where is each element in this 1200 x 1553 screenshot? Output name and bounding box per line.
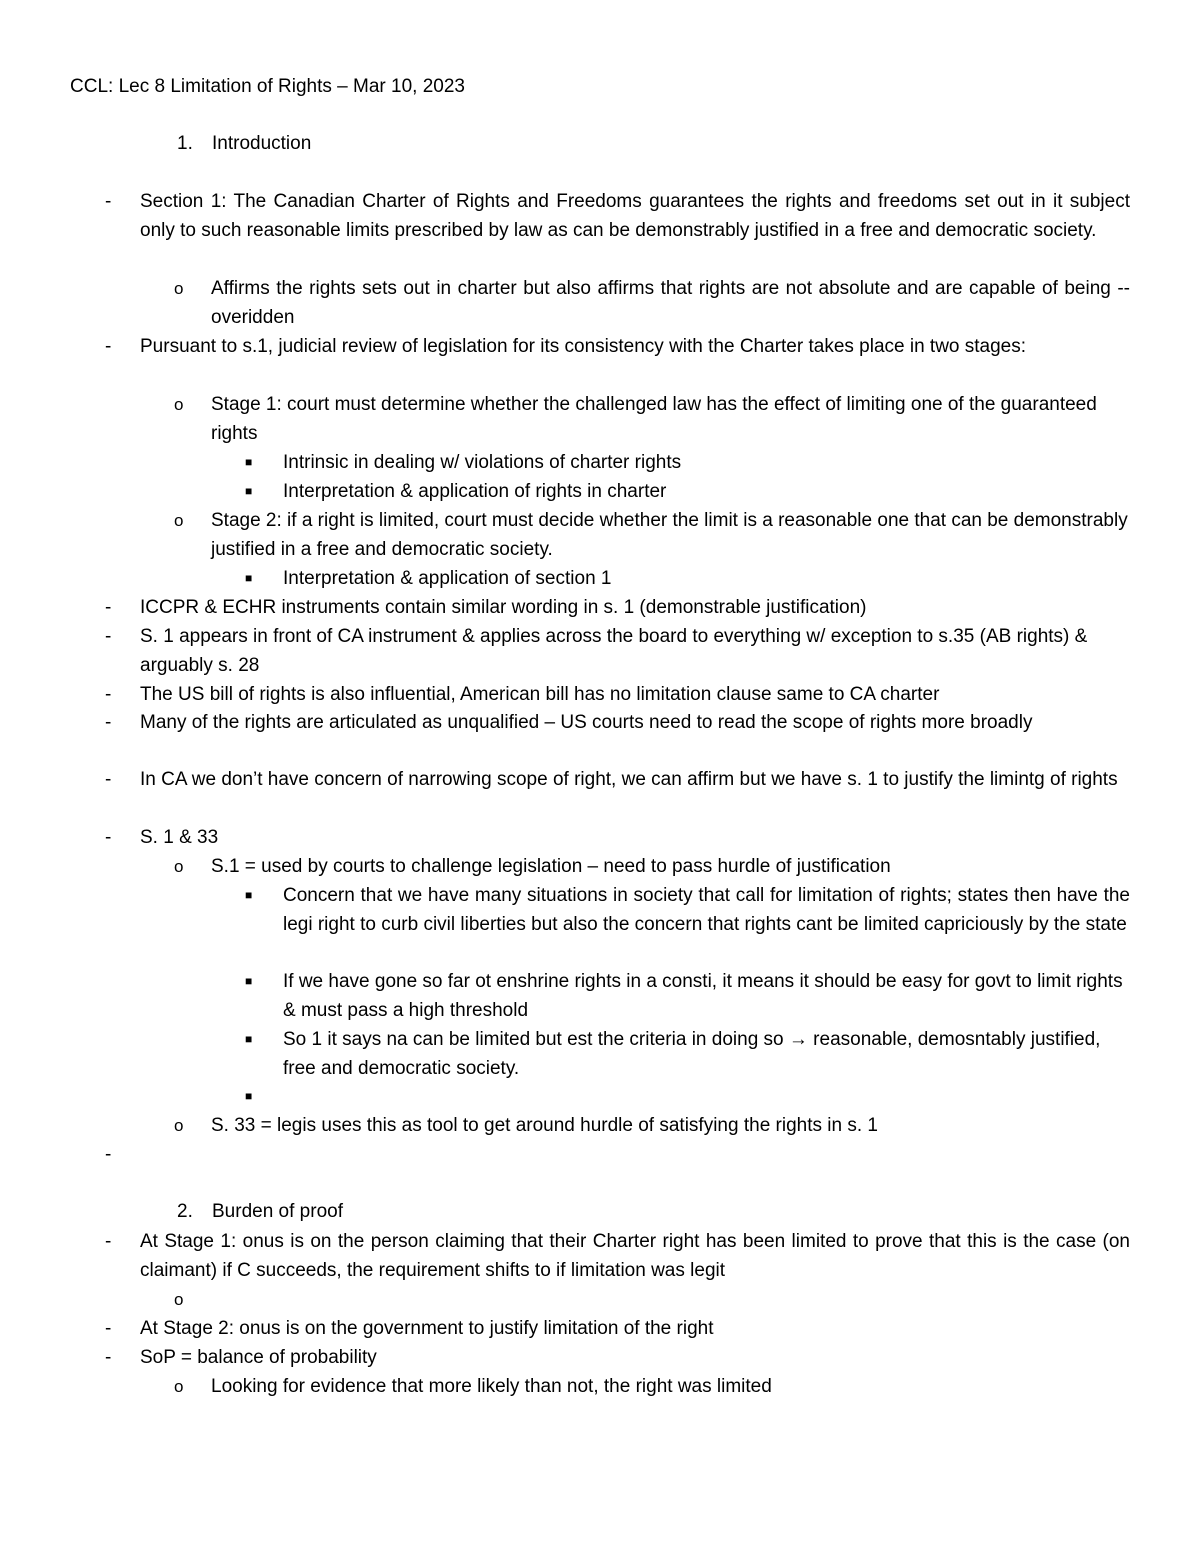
list-item	[105, 1227, 1130, 1285]
dash-bullet: -	[105, 1347, 112, 1368]
list-item-text: Concern that we have many situations in society that call for limitation of rights; states then have the legi right to curb civil liberties but also the concern that rights cant be limited capriciously by the state	[283, 885, 1130, 935]
list-item-text: S. 1 & 33	[140, 827, 219, 848]
section-title: Burden of proof	[212, 1201, 343, 1222]
circle-bullet: o	[174, 1116, 184, 1135]
list-item	[245, 967, 1130, 1025]
dash-bullet: -	[105, 1318, 112, 1339]
list-item	[174, 506, 1130, 564]
list-item-text: Section 1: The Canadian Charter of Rights and Freedoms guarantees the rights and freedoms set out in it subject only to such reasonable limits prescribed by law as can be demonstrably justified in a free and democratic society.	[140, 191, 1130, 241]
list-item	[105, 1343, 1130, 1372]
list-item	[245, 477, 1130, 506]
dash-bullet: -	[105, 336, 112, 357]
dash-bullet: -	[105, 827, 112, 848]
list-item	[105, 593, 1130, 622]
dash-bullet: -	[105, 1144, 112, 1165]
list-item	[174, 852, 1130, 881]
list-item	[174, 1111, 1130, 1140]
dash-bullet: -	[105, 712, 112, 733]
circle-bullet: o	[174, 395, 184, 414]
list-item	[105, 708, 1130, 737]
list-item	[105, 823, 1130, 852]
dash-bullet: -	[105, 191, 112, 212]
list-item-text: S.1 = used by courts to challenge legislation – need to pass hurdle of justification	[211, 856, 891, 877]
section-number: 1.	[177, 133, 193, 154]
list-item-text: At Stage 2: onus is on the government to justify limitation of the right	[140, 1318, 714, 1339]
square-bullet: ■	[245, 974, 253, 988]
list-item	[105, 680, 1130, 709]
dash-bullet: -	[105, 769, 112, 790]
square-bullet: ■	[245, 455, 253, 469]
list-item-text: Looking for evidence that more likely than not, the right was limited	[211, 1376, 772, 1397]
list-item-text: Stage 2: if a right is limited, court must decide whether the limit is a reasonable one that can be demonstrably justified in a free and democratic society.	[211, 510, 1128, 560]
list-item-text: ICCPR & ECHR instruments contain similar wording in s. 1 (demonstrable justification)	[140, 597, 867, 618]
list-item-text: So 1 it says na can be limited but est the criteria in doing so → reasonable, demosntably justified, free and democratic society.	[283, 1029, 1101, 1079]
list-item	[245, 881, 1130, 939]
list-item-text: SoP = balance of probability	[140, 1347, 377, 1368]
list-item-text: S. 33 = legis uses this as tool to get around hurdle of satisfying the rights in s. 1	[211, 1115, 878, 1136]
circle-bullet: o	[174, 279, 184, 298]
list-item-text: Pursuant to s.1, judicial review of legislation for its consistency with the Charter takes place in two stages:	[140, 336, 1027, 357]
list-item	[105, 765, 1130, 794]
list-item-text: Affirms the rights sets out in charter but also affirms that rights are not absolute and are capable of being -- overidden	[211, 278, 1130, 328]
circle-bullet: o	[174, 511, 184, 530]
list-item-text: In CA we don’t have concern of narrowing scope of right, we can affirm but we have s. 1 to justify the limintg of rights	[140, 769, 1118, 790]
section-title: Introduction	[212, 133, 312, 154]
list-item	[245, 564, 1130, 593]
list-item-text: Interpretation & application of rights in charter	[283, 481, 667, 502]
dash-bullet: -	[105, 1231, 112, 1252]
square-bullet: ■	[245, 1032, 253, 1046]
square-bullet: ■	[245, 571, 253, 585]
document-title: CCL: Lec 8 Limitation of Rights – Mar 10, 2023	[70, 76, 465, 97]
section-number: 2.	[177, 1201, 193, 1222]
circle-bullet: o	[174, 1377, 184, 1396]
list-item	[105, 332, 1130, 361]
square-bullet: ■	[245, 1089, 253, 1103]
list-item-text: Stage 1: court must determine whether the challenged law has the effect of limiting one of the guaranteed rights	[211, 394, 1097, 444]
square-bullet: ■	[245, 888, 253, 902]
list-item	[174, 390, 1130, 448]
list-item-text: Many of the rights are articulated as unqualified – US courts need to read the scope of rights more broadly	[140, 712, 1033, 733]
dash-bullet: -	[105, 684, 112, 705]
dash-bullet: -	[105, 626, 112, 647]
list-item	[174, 1372, 1130, 1401]
list-item	[105, 622, 1130, 680]
list-item	[245, 1025, 1130, 1083]
circle-bullet: o	[174, 1290, 184, 1309]
list-item-text: The US bill of rights is also influential, American bill has no limitation clause same to CA charter	[140, 684, 940, 705]
list-item	[105, 1314, 1130, 1343]
square-bullet: ■	[245, 484, 253, 498]
list-item-text: S. 1 appears in front of CA instrument & applies across the board to everything w/ exception to s.35 (AB rights) & arguably s. 28	[140, 626, 1088, 676]
list-item-text: Interpretation & application of section 1	[283, 568, 612, 589]
list-item	[245, 448, 1130, 477]
list-item-text: At Stage 1: onus is on the person claiming that their Charter right has been limited to prove that this is the case (on claimant) if C succeeds, the requirement shifts to if limitation was legit	[140, 1231, 1130, 1281]
list-item	[105, 187, 1130, 245]
dash-bullet: -	[105, 597, 112, 618]
list-item-text: Intrinsic in dealing w/ violations of charter rights	[283, 452, 682, 473]
list-item	[174, 274, 1130, 332]
list-item-text: If we have gone so far ot enshrine rights in a consti, it means it should be easy for govt to limit rights & must pass a high threshold	[283, 971, 1123, 1021]
circle-bullet: o	[174, 857, 184, 876]
right-arrow-icon: →	[788, 1029, 808, 1050]
